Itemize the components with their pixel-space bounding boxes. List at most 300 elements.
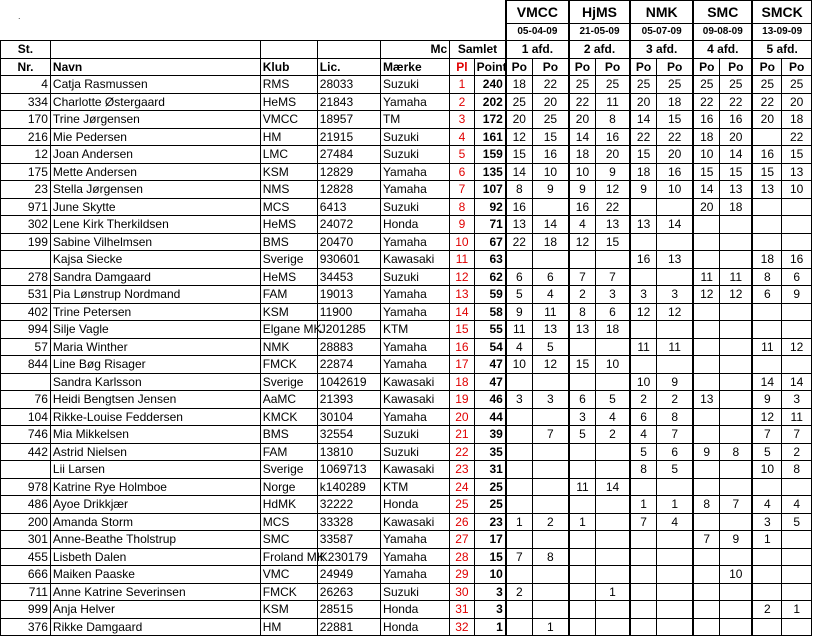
placement: 23 bbox=[450, 461, 474, 479]
table-row bbox=[1, 548, 812, 566]
license: 19013 bbox=[317, 286, 380, 304]
race-points bbox=[720, 303, 753, 321]
rider-number: 994 bbox=[1, 321, 51, 339]
race-points: 2 bbox=[630, 391, 656, 409]
race-points: 18 bbox=[506, 76, 532, 94]
race-points bbox=[782, 583, 812, 601]
race-points bbox=[752, 216, 782, 234]
race-points bbox=[752, 128, 782, 146]
table-row bbox=[1, 601, 812, 619]
po-header: Po bbox=[630, 58, 656, 76]
rider-name: Rikke Damgaard bbox=[50, 618, 260, 636]
race-points bbox=[506, 251, 532, 269]
club: MCS bbox=[260, 513, 317, 531]
race-points: 22 bbox=[595, 198, 630, 216]
race-points bbox=[752, 233, 782, 251]
race-points: 6 bbox=[506, 268, 532, 286]
club: HM bbox=[260, 618, 317, 636]
pl-header: Pl bbox=[450, 58, 474, 76]
placement: 22 bbox=[450, 443, 474, 461]
race-points: 15 bbox=[782, 146, 812, 164]
race-points: 2 bbox=[595, 426, 630, 444]
rider-name: Sabine Vilhelmsen bbox=[50, 233, 260, 251]
rider-number: 175 bbox=[1, 163, 51, 181]
total-points: 3 bbox=[474, 601, 506, 619]
race-points: 20 bbox=[595, 146, 630, 164]
license: 32222 bbox=[317, 496, 380, 514]
race-points: 25 bbox=[569, 76, 595, 94]
race-points bbox=[506, 373, 532, 391]
race-points bbox=[595, 373, 630, 391]
brand: Yamaha bbox=[380, 286, 449, 304]
st-header: St. bbox=[1, 41, 51, 59]
race-points bbox=[532, 478, 569, 496]
lic-header: Lic. bbox=[317, 58, 380, 76]
table-row bbox=[1, 111, 812, 129]
race-points: 4 bbox=[506, 338, 532, 356]
table-row bbox=[1, 181, 812, 199]
brand: Yamaha bbox=[380, 181, 449, 199]
race-points bbox=[752, 321, 782, 339]
rider-number: 531 bbox=[1, 286, 51, 304]
race-points bbox=[506, 443, 532, 461]
placement: 29 bbox=[450, 566, 474, 584]
race-points: 8 bbox=[752, 268, 782, 286]
race-points: 14 bbox=[630, 111, 656, 129]
race-points: 8 bbox=[569, 303, 595, 321]
race-points bbox=[657, 478, 694, 496]
race-points bbox=[720, 583, 753, 601]
race-points: 4 bbox=[630, 426, 656, 444]
rider-number: 334 bbox=[1, 93, 51, 111]
race-points: 22 bbox=[506, 233, 532, 251]
total-points: 55 bbox=[474, 321, 506, 339]
rider-name: Silje Vagle bbox=[50, 321, 260, 339]
placement: 26 bbox=[450, 513, 474, 531]
race-points: 13 bbox=[752, 181, 782, 199]
race-points bbox=[595, 251, 630, 269]
race-points: 5 bbox=[630, 443, 656, 461]
club: Elgane MK bbox=[260, 321, 317, 339]
race-points bbox=[752, 566, 782, 584]
race-points: 1 bbox=[595, 583, 630, 601]
race-points bbox=[595, 566, 630, 584]
total-points: 62 bbox=[474, 268, 506, 286]
race-points bbox=[693, 233, 719, 251]
race-points: 15 bbox=[657, 111, 694, 129]
race-points: 10 bbox=[657, 181, 694, 199]
table-row bbox=[1, 391, 812, 409]
license: 22881 bbox=[317, 618, 380, 636]
rider-number: 844 bbox=[1, 356, 51, 374]
race-points: 8 bbox=[720, 443, 753, 461]
rider-name: Anja Helver bbox=[50, 601, 260, 619]
rider-name: Anne-Beathe Tholstrup bbox=[50, 531, 260, 549]
race-points: 11 bbox=[782, 408, 812, 426]
club: KSM bbox=[260, 601, 317, 619]
total-points: 25 bbox=[474, 478, 506, 496]
race-points: 13 bbox=[630, 216, 656, 234]
total-points: 39 bbox=[474, 426, 506, 444]
race-points: 3 bbox=[630, 286, 656, 304]
race-points bbox=[752, 583, 782, 601]
race-points: 11 bbox=[720, 268, 753, 286]
race-points: 13 bbox=[657, 251, 694, 269]
race-points: 20 bbox=[657, 146, 694, 164]
maerke-header: Mærke bbox=[380, 58, 449, 76]
race-points: 7 bbox=[782, 426, 812, 444]
placement: 13 bbox=[450, 286, 474, 304]
club: KMCK bbox=[260, 408, 317, 426]
rider-name: Stella Jørgensen bbox=[50, 181, 260, 199]
race-points: 22 bbox=[532, 76, 569, 94]
race-points: 10 bbox=[630, 373, 656, 391]
po-header: Po bbox=[532, 58, 569, 76]
race-points: 12 bbox=[506, 128, 532, 146]
rider-number: 376 bbox=[1, 618, 51, 636]
afd-header-1: 1 afd. bbox=[506, 41, 569, 59]
rider-number: 200 bbox=[1, 513, 51, 531]
club: AaMC bbox=[260, 391, 317, 409]
total-points: 59 bbox=[474, 286, 506, 304]
placement: 16 bbox=[450, 338, 474, 356]
placement: 8 bbox=[450, 198, 474, 216]
race-points bbox=[782, 548, 812, 566]
placement: 31 bbox=[450, 601, 474, 619]
table-row bbox=[1, 373, 812, 391]
rider-name: Katrine Rye Holmboe bbox=[50, 478, 260, 496]
total-points: 54 bbox=[474, 338, 506, 356]
brand: Honda bbox=[380, 618, 449, 636]
race-points: 9 bbox=[569, 181, 595, 199]
race-points: 9 bbox=[630, 181, 656, 199]
license: 33328 bbox=[317, 513, 380, 531]
standings-body bbox=[1, 76, 812, 636]
race-points bbox=[752, 303, 782, 321]
total-points: 172 bbox=[474, 111, 506, 129]
corner-mark: . bbox=[18, 11, 21, 21]
po-header: Po bbox=[506, 58, 532, 76]
brand: Yamaha bbox=[380, 548, 449, 566]
race-points: 20 bbox=[630, 93, 656, 111]
race-points: 15 bbox=[720, 163, 753, 181]
rider-number bbox=[1, 373, 51, 391]
rider-name: Maiken Paaske bbox=[50, 566, 260, 584]
table-row bbox=[1, 408, 812, 426]
race-points: 16 bbox=[693, 111, 719, 129]
club: HeMS bbox=[260, 268, 317, 286]
race-points bbox=[532, 251, 569, 269]
table-row bbox=[1, 531, 812, 549]
brand: Yamaha bbox=[380, 566, 449, 584]
placement: 4 bbox=[450, 128, 474, 146]
total-points: 17 bbox=[474, 531, 506, 549]
race-points bbox=[693, 216, 719, 234]
race-points bbox=[720, 338, 753, 356]
race-points bbox=[657, 583, 694, 601]
race-points: 4 bbox=[532, 286, 569, 304]
race-points: 4 bbox=[782, 496, 812, 514]
rider-number: 12 bbox=[1, 146, 51, 164]
race-points: 14 bbox=[595, 478, 630, 496]
race-points: 2 bbox=[569, 286, 595, 304]
race-points bbox=[595, 461, 630, 479]
table-row bbox=[1, 268, 812, 286]
race-points bbox=[506, 408, 532, 426]
po-header: Po bbox=[720, 58, 753, 76]
race-points: 10 bbox=[720, 566, 753, 584]
table-row bbox=[1, 478, 812, 496]
rider-name: Pia Lønstrup Nordmand bbox=[50, 286, 260, 304]
race-points: 1 bbox=[752, 531, 782, 549]
rider-name: Lisbeth Dalen bbox=[50, 548, 260, 566]
race-points: 15 bbox=[569, 356, 595, 374]
placement: 15 bbox=[450, 321, 474, 339]
race-points bbox=[720, 513, 753, 531]
brand: Suzuki bbox=[380, 128, 449, 146]
race-points: 6 bbox=[569, 391, 595, 409]
race-points: 16 bbox=[720, 111, 753, 129]
race-points bbox=[693, 513, 719, 531]
race-points: 13 bbox=[506, 216, 532, 234]
placement: 12 bbox=[450, 268, 474, 286]
race-points: 1 bbox=[569, 513, 595, 531]
race-points: 20 bbox=[782, 93, 812, 111]
race-name-3: NMK bbox=[630, 1, 693, 24]
rider-number: 278 bbox=[1, 268, 51, 286]
race-date-4: 09-08-09 bbox=[693, 24, 752, 41]
race-points: 14 bbox=[782, 373, 812, 391]
club: FAM bbox=[260, 443, 317, 461]
rider-name: Maria Winther bbox=[50, 338, 260, 356]
race-points: 7 bbox=[693, 531, 719, 549]
rider-number: 978 bbox=[1, 478, 51, 496]
race-points: 10 bbox=[752, 461, 782, 479]
race-points: 1 bbox=[657, 496, 694, 514]
header-row-2 bbox=[1, 58, 812, 76]
brand: Yamaha bbox=[380, 356, 449, 374]
race-points: 20 bbox=[752, 111, 782, 129]
rider-number: 199 bbox=[1, 233, 51, 251]
race-points: 11 bbox=[657, 338, 694, 356]
race-points bbox=[657, 618, 694, 636]
race-date-2: 21-05-09 bbox=[569, 24, 630, 41]
total-points: 23 bbox=[474, 513, 506, 531]
license: 34453 bbox=[317, 268, 380, 286]
total-points: 47 bbox=[474, 356, 506, 374]
placement: 6 bbox=[450, 163, 474, 181]
race-points: 20 bbox=[720, 128, 753, 146]
brand: Kawasaki bbox=[380, 251, 449, 269]
race-points: 7 bbox=[569, 268, 595, 286]
rider-name: Amanda Storm bbox=[50, 513, 260, 531]
table-row bbox=[1, 303, 812, 321]
rider-number: 302 bbox=[1, 216, 51, 234]
race-points: 14 bbox=[752, 373, 782, 391]
brand: Yamaha bbox=[380, 408, 449, 426]
race-points: 16 bbox=[569, 198, 595, 216]
race-points: 8 bbox=[595, 111, 630, 129]
race-points: 5 bbox=[506, 286, 532, 304]
race-points: 25 bbox=[693, 76, 719, 94]
race-points bbox=[506, 496, 532, 514]
license: 24072 bbox=[317, 216, 380, 234]
race-points bbox=[532, 198, 569, 216]
license: 20470 bbox=[317, 233, 380, 251]
total-points: 25 bbox=[474, 496, 506, 514]
race-points: 16 bbox=[595, 128, 630, 146]
po-header: Po bbox=[595, 58, 630, 76]
placement: 11 bbox=[450, 251, 474, 269]
license: 1069713 bbox=[317, 461, 380, 479]
race-points: 18 bbox=[657, 93, 694, 111]
race-points: 10 bbox=[532, 163, 569, 181]
race-points: 15 bbox=[532, 128, 569, 146]
table-row bbox=[1, 496, 812, 514]
brand: TM bbox=[380, 111, 449, 129]
race-points: 20 bbox=[693, 198, 719, 216]
race-points: 8 bbox=[630, 461, 656, 479]
placement: 7 bbox=[450, 181, 474, 199]
table-row bbox=[1, 146, 812, 164]
race-points: 8 bbox=[506, 181, 532, 199]
total-points: 10 bbox=[474, 566, 506, 584]
race-points bbox=[595, 513, 630, 531]
race-points bbox=[506, 426, 532, 444]
rider-number: 402 bbox=[1, 303, 51, 321]
table-row bbox=[1, 338, 812, 356]
race-points: 16 bbox=[752, 146, 782, 164]
license: 28515 bbox=[317, 601, 380, 619]
race-points: 18 bbox=[693, 128, 719, 146]
race-points: 7 bbox=[595, 268, 630, 286]
race-points: 6 bbox=[630, 408, 656, 426]
race-points: 15 bbox=[630, 146, 656, 164]
race-points: 12 bbox=[595, 181, 630, 199]
race-points: 25 bbox=[720, 76, 753, 94]
race-points bbox=[693, 548, 719, 566]
race-points bbox=[532, 531, 569, 549]
po-header: Po bbox=[569, 58, 595, 76]
license: 21843 bbox=[317, 93, 380, 111]
club: Norge bbox=[260, 478, 317, 496]
table-row bbox=[1, 286, 812, 304]
race-points: 8 bbox=[532, 548, 569, 566]
race-points bbox=[630, 531, 656, 549]
race-points: 25 bbox=[630, 76, 656, 94]
license: 33587 bbox=[317, 531, 380, 549]
race-points bbox=[630, 321, 656, 339]
club: HM bbox=[260, 128, 317, 146]
race-points bbox=[506, 601, 532, 619]
race-points: 4 bbox=[657, 513, 694, 531]
afd-header-5: 5 afd. bbox=[752, 41, 811, 59]
race-points bbox=[506, 531, 532, 549]
race-points: 3 bbox=[595, 286, 630, 304]
race-points bbox=[693, 251, 719, 269]
brand: Suzuki bbox=[380, 426, 449, 444]
race-points: 13 bbox=[693, 391, 719, 409]
license: 24949 bbox=[317, 566, 380, 584]
total-points: 3 bbox=[474, 583, 506, 601]
rider-name: Line Bøg Risager bbox=[50, 356, 260, 374]
race-points bbox=[657, 531, 694, 549]
race-points: 4 bbox=[569, 216, 595, 234]
brand: Honda bbox=[380, 496, 449, 514]
total-points: 240 bbox=[474, 76, 506, 94]
race-points bbox=[657, 268, 694, 286]
race-points bbox=[657, 601, 694, 619]
race-points: 2 bbox=[782, 443, 812, 461]
race-points: 12 bbox=[752, 408, 782, 426]
rider-number: 170 bbox=[1, 111, 51, 129]
race-points: 11 bbox=[595, 93, 630, 111]
license: 12828 bbox=[317, 181, 380, 199]
race-points: 5 bbox=[532, 338, 569, 356]
race-points bbox=[595, 531, 630, 549]
race-points bbox=[569, 531, 595, 549]
race-points bbox=[569, 618, 595, 636]
placement: 14 bbox=[450, 303, 474, 321]
navn-header: Navn bbox=[50, 58, 260, 76]
race-points: 13 bbox=[720, 181, 753, 199]
race-points: 16 bbox=[532, 146, 569, 164]
race-points: 12 bbox=[657, 303, 694, 321]
license: 1042619 bbox=[317, 373, 380, 391]
race-points bbox=[657, 548, 694, 566]
club: KSM bbox=[260, 303, 317, 321]
total-points: 15 bbox=[474, 548, 506, 566]
race-points bbox=[693, 373, 719, 391]
rider-name: Trine Jørgensen bbox=[50, 111, 260, 129]
race-points: 7 bbox=[657, 426, 694, 444]
table-row bbox=[1, 443, 812, 461]
rider-name: Sandra Karlsson bbox=[50, 373, 260, 391]
race-points: 18 bbox=[532, 233, 569, 251]
race-points bbox=[720, 548, 753, 566]
race-points: 13 bbox=[569, 321, 595, 339]
race-points: 7 bbox=[630, 513, 656, 531]
race-points: 7 bbox=[720, 496, 753, 514]
race-points: 3 bbox=[752, 513, 782, 531]
brand: Suzuki bbox=[380, 268, 449, 286]
table-row bbox=[1, 321, 812, 339]
table-row bbox=[1, 93, 812, 111]
license: 28033 bbox=[317, 76, 380, 94]
table-row bbox=[1, 128, 812, 146]
rider-name: Heidi Bengtsen Jensen bbox=[50, 391, 260, 409]
club: VMC bbox=[260, 566, 317, 584]
mc-header: Mc bbox=[380, 41, 449, 59]
race-points bbox=[693, 356, 719, 374]
samlet-header: Samlet bbox=[450, 41, 506, 59]
race-points bbox=[630, 601, 656, 619]
rider-number: 4 bbox=[1, 76, 51, 94]
total-points: 159 bbox=[474, 146, 506, 164]
race-points: 10 bbox=[693, 146, 719, 164]
rider-number bbox=[1, 461, 51, 479]
race-points bbox=[569, 461, 595, 479]
race-points: 22 bbox=[752, 93, 782, 111]
race-points: 18 bbox=[720, 198, 753, 216]
table-row bbox=[1, 618, 812, 636]
race-points: 8 bbox=[693, 496, 719, 514]
license: 32554 bbox=[317, 426, 380, 444]
rider-name: Trine Petersen bbox=[50, 303, 260, 321]
race-points bbox=[657, 198, 694, 216]
brand: Suzuki bbox=[380, 443, 449, 461]
race-points: 3 bbox=[506, 391, 532, 409]
